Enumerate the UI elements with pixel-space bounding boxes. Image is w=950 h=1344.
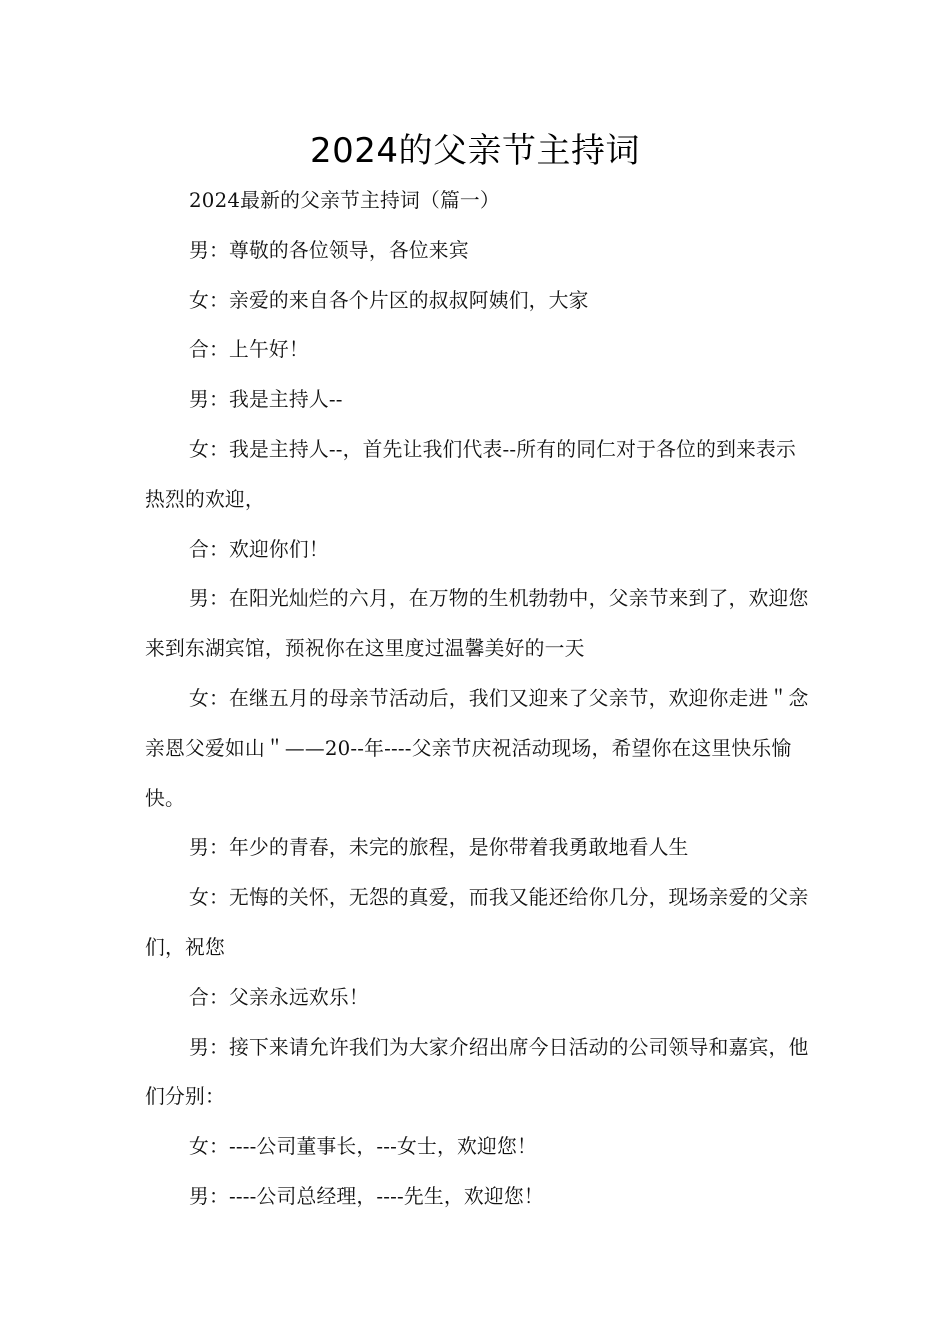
dialogue-line: 男：年少的青春，未完的旅程，是你带着我勇敢地看人生 bbox=[189, 836, 689, 860]
dialogue-line: 男：我是主持人-- bbox=[189, 388, 343, 412]
dialogue-line: 男：----公司总经理，----先生，欢迎您！ bbox=[189, 1184, 544, 1208]
dialogue-line: 女：我是主持人--，首先让我们代表--所有的同仁对于各位的到来表示热烈的欢迎， bbox=[145, 437, 796, 511]
dialogue-line: 合：父亲永远欢乐！ bbox=[189, 985, 369, 1009]
dialogue-line: 合：欢迎你们！ bbox=[189, 537, 329, 561]
dialogue-line: 男：尊敬的各位领导，各位来宾 bbox=[189, 238, 469, 262]
document-body bbox=[145, 176, 815, 1222]
dialogue-line: 女：----公司董事长，---女士，欢迎您！ bbox=[189, 1135, 537, 1159]
dialogue-line: 女：无悔的关怀，无怨的真爱，而我又能还给你几分，现场亲爱的父亲们，祝您 bbox=[145, 886, 809, 959]
document-title: 2024的父亲节主持词 bbox=[309, 131, 641, 171]
section-subtitle: 2024最新的父亲节主持词（篇一） bbox=[189, 189, 500, 212]
dialogue-line: 合：上午好！ bbox=[189, 338, 309, 362]
dialogue-line: 男：接下来请允许我们为大家介绍出席今日活动的公司领导和嘉宾，他们分别： bbox=[145, 1035, 809, 1109]
dialogue-line: 女：在继五月的母亲节活动后，我们又迎来了父亲节，欢迎你走进＂念亲恩父爱如山＂——20--年----父亲节庆祝活动现场，希望你在这里快乐愉快。 bbox=[145, 686, 809, 810]
dialogue-line: 男：在阳光灿烂的六月，在万物的生机勃勃中，父亲节来到了，欢迎您来到东湖宾馆，预祝你在这里度过温馨美好的一天 bbox=[145, 587, 809, 661]
dialogue-line: 女：亲爱的来自各个片区的叔叔阿姨们，大家 bbox=[189, 288, 589, 312]
